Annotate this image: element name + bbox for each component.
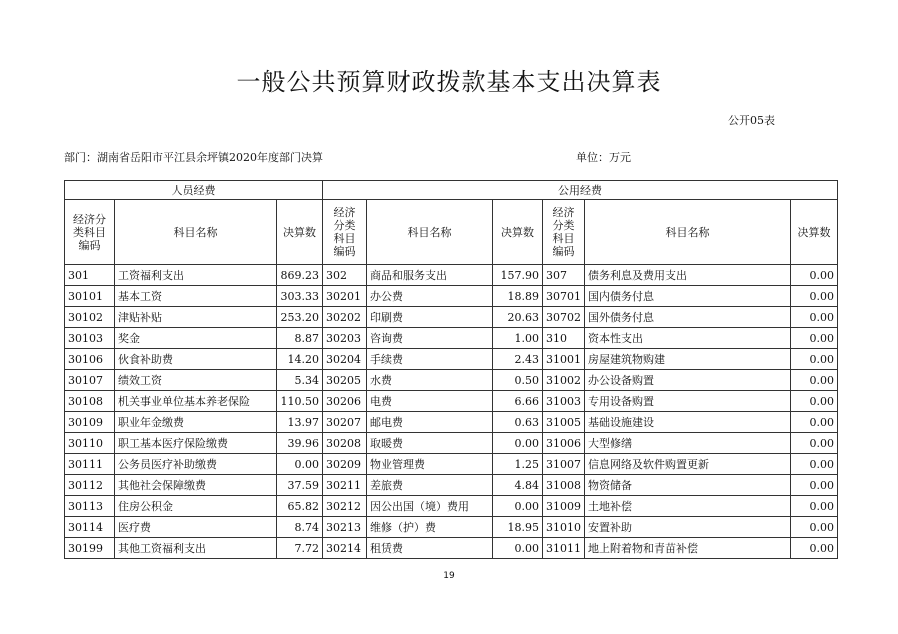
cell-code: 302 — [323, 265, 367, 286]
cell-amount: 6.66 — [493, 391, 543, 412]
cell-name: 工资福利支出 — [115, 265, 277, 286]
cell-name: 国外债务付息 — [585, 307, 791, 328]
table-row — [65, 286, 838, 307]
cell-code: 30209 — [323, 454, 367, 475]
expenditure-table — [64, 180, 838, 559]
cell-code: 30106 — [65, 349, 115, 370]
cell-code: 31005 — [543, 412, 585, 433]
cell-amount: 18.89 — [493, 286, 543, 307]
cell-amount: 0.00 — [791, 328, 838, 349]
cell-code: 30109 — [65, 412, 115, 433]
table-row — [65, 391, 838, 412]
cell-name: 医疗费 — [115, 517, 277, 538]
cell-amount: 39.96 — [277, 433, 323, 454]
table-row — [65, 517, 838, 538]
cell-name: 印刷费 — [367, 307, 493, 328]
cell-code: 30114 — [65, 517, 115, 538]
cell-code: 30206 — [323, 391, 367, 412]
table-row — [65, 370, 838, 391]
header-code-public: 经济分类科目编码 — [323, 200, 367, 265]
cell-name: 咨询费 — [367, 328, 493, 349]
cell-code: 30102 — [65, 307, 115, 328]
cell-code: 30214 — [323, 538, 367, 559]
header-amount-personnel: 决算数 — [277, 200, 323, 265]
cell-name: 职业年金缴费 — [115, 412, 277, 433]
header-name-public: 科目名称 — [367, 200, 493, 265]
cell-amount: 7.72 — [277, 538, 323, 559]
cell-code: 31011 — [543, 538, 585, 559]
cell-code: 30212 — [323, 496, 367, 517]
cell-name: 伙食补助费 — [115, 349, 277, 370]
cell-name: 资本性支出 — [585, 328, 791, 349]
cell-name: 津贴补贴 — [115, 307, 277, 328]
cell-name: 地上附着物和青苗补偿 — [585, 538, 791, 559]
cell-amount: 0.00 — [791, 265, 838, 286]
cell-code: 31001 — [543, 349, 585, 370]
cell-amount: 2.43 — [493, 349, 543, 370]
cell-code: 310 — [543, 328, 585, 349]
cell-amount: 0.00 — [493, 538, 543, 559]
cell-name: 住房公积金 — [115, 496, 277, 517]
page-number: 19 — [443, 571, 455, 581]
cell-code: 31009 — [543, 496, 585, 517]
cell-amount: 303.33 — [277, 286, 323, 307]
cell-code: 30199 — [65, 538, 115, 559]
cell-name: 债务利息及费用支出 — [585, 265, 791, 286]
cell-amount: 4.84 — [493, 475, 543, 496]
cell-name: 信息网络及软件购置更新 — [585, 454, 791, 475]
cell-name: 奖金 — [115, 328, 277, 349]
table-row — [65, 265, 838, 286]
cell-amount: 13.97 — [277, 412, 323, 433]
cell-amount: 0.00 — [791, 475, 838, 496]
header-code-public-2: 经济分类科目编码 — [543, 200, 585, 265]
cell-amount: 0.50 — [493, 370, 543, 391]
cell-name: 邮电费 — [367, 412, 493, 433]
page-title: 一般公共预算财政拨款基本支出决算表 — [236, 68, 662, 96]
cell-code: 30211 — [323, 475, 367, 496]
cell-amount: 37.59 — [277, 475, 323, 496]
cell-name: 绩效工资 — [115, 370, 277, 391]
cell-amount: 8.74 — [277, 517, 323, 538]
cell-amount: 0.00 — [791, 286, 838, 307]
cell-name: 基础设施建设 — [585, 412, 791, 433]
cell-amount: 0.00 — [791, 517, 838, 538]
cell-name: 维修（护）费 — [367, 517, 493, 538]
header-amount-public: 决算数 — [493, 200, 543, 265]
cell-amount: 0.00 — [791, 538, 838, 559]
cell-code: 31010 — [543, 517, 585, 538]
cell-code: 301 — [65, 265, 115, 286]
cell-code: 30101 — [65, 286, 115, 307]
form-code: 公开05表 — [728, 114, 775, 127]
cell-name: 专用设备购置 — [585, 391, 791, 412]
cell-code: 30213 — [323, 517, 367, 538]
cell-name: 物业管理费 — [367, 454, 493, 475]
table-row — [65, 454, 838, 475]
cell-code: 31002 — [543, 370, 585, 391]
cell-code: 30205 — [323, 370, 367, 391]
cell-name: 商品和服务支出 — [367, 265, 493, 286]
cell-name: 物资储备 — [585, 475, 791, 496]
group-public: 公用经费 — [323, 181, 838, 200]
cell-amount: 253.20 — [277, 307, 323, 328]
table-row — [65, 538, 838, 559]
cell-code: 31006 — [543, 433, 585, 454]
cell-code: 30107 — [65, 370, 115, 391]
cell-name: 其他社会保障缴费 — [115, 475, 277, 496]
group-header-row — [65, 181, 838, 200]
table-row — [65, 433, 838, 454]
cell-name: 办公设备购置 — [585, 370, 791, 391]
cell-amount: 0.63 — [493, 412, 543, 433]
cell-code: 31003 — [543, 391, 585, 412]
cell-amount: 1.25 — [493, 454, 543, 475]
cell-code: 30208 — [323, 433, 367, 454]
cell-amount: 0.00 — [791, 349, 838, 370]
table-row — [65, 475, 838, 496]
cell-code: 30201 — [323, 286, 367, 307]
cell-code: 31008 — [543, 475, 585, 496]
cell-amount: 0.00 — [791, 454, 838, 475]
table-row — [65, 349, 838, 370]
column-header-row — [65, 200, 838, 265]
cell-name: 国内债务付息 — [585, 286, 791, 307]
cell-name: 因公出国（境）费用 — [367, 496, 493, 517]
cell-amount: 18.95 — [493, 517, 543, 538]
cell-code: 30110 — [65, 433, 115, 454]
cell-amount: 8.87 — [277, 328, 323, 349]
cell-name: 其他工资福利支出 — [115, 538, 277, 559]
cell-code: 30112 — [65, 475, 115, 496]
table-row — [65, 328, 838, 349]
cell-amount: 0.00 — [791, 433, 838, 454]
cell-code: 30111 — [65, 454, 115, 475]
cell-amount: 5.34 — [277, 370, 323, 391]
department-label: 部门：湖南省岳阳市平江县余坪镇2020年度部门决算 — [64, 151, 323, 164]
cell-code: 30108 — [65, 391, 115, 412]
cell-amount: 14.20 — [277, 349, 323, 370]
cell-amount: 20.63 — [493, 307, 543, 328]
cell-amount: 0.00 — [791, 412, 838, 433]
cell-amount: 0.00 — [791, 496, 838, 517]
cell-amount: 65.82 — [277, 496, 323, 517]
cell-amount: 0.00 — [791, 307, 838, 328]
cell-name: 手续费 — [367, 349, 493, 370]
cell-name: 大型修缮 — [585, 433, 791, 454]
cell-name: 职工基本医疗保险缴费 — [115, 433, 277, 454]
cell-name: 基本工资 — [115, 286, 277, 307]
cell-amount: 157.90 — [493, 265, 543, 286]
group-personnel: 人员经费 — [65, 181, 323, 200]
cell-code: 30701 — [543, 286, 585, 307]
cell-name: 电费 — [367, 391, 493, 412]
cell-code: 30204 — [323, 349, 367, 370]
table-row — [65, 307, 838, 328]
cell-name: 租赁费 — [367, 538, 493, 559]
cell-code: 30113 — [65, 496, 115, 517]
cell-name: 安置补助 — [585, 517, 791, 538]
header-name-public-2: 科目名称 — [585, 200, 791, 265]
header-code-personnel: 经济分类科目编码 — [65, 200, 115, 265]
table-row — [65, 412, 838, 433]
cell-name: 水费 — [367, 370, 493, 391]
cell-amount: 0.00 — [791, 370, 838, 391]
cell-amount: 869.23 — [277, 265, 323, 286]
cell-name: 差旅费 — [367, 475, 493, 496]
header-amount-public-2: 决算数 — [791, 200, 838, 265]
cell-name: 取暖费 — [367, 433, 493, 454]
cell-code: 30702 — [543, 307, 585, 328]
cell-amount: 0.00 — [493, 496, 543, 517]
cell-amount: 0.00 — [791, 391, 838, 412]
cell-amount: 110.50 — [277, 391, 323, 412]
cell-name: 机关事业单位基本养老保险 — [115, 391, 277, 412]
cell-name: 房屋建筑物购建 — [585, 349, 791, 370]
cell-code: 30207 — [323, 412, 367, 433]
cell-code: 30202 — [323, 307, 367, 328]
table-row — [65, 496, 838, 517]
header-name-personnel: 科目名称 — [115, 200, 277, 265]
cell-amount: 1.00 — [493, 328, 543, 349]
unit-label: 单位：万元 — [576, 151, 631, 164]
cell-code: 30103 — [65, 328, 115, 349]
cell-amount: 0.00 — [493, 433, 543, 454]
cell-amount: 0.00 — [277, 454, 323, 475]
cell-code: 31007 — [543, 454, 585, 475]
cell-code: 307 — [543, 265, 585, 286]
cell-name: 公务员医疗补助缴费 — [115, 454, 277, 475]
cell-name: 土地补偿 — [585, 496, 791, 517]
cell-name: 办公费 — [367, 286, 493, 307]
cell-code: 30203 — [323, 328, 367, 349]
